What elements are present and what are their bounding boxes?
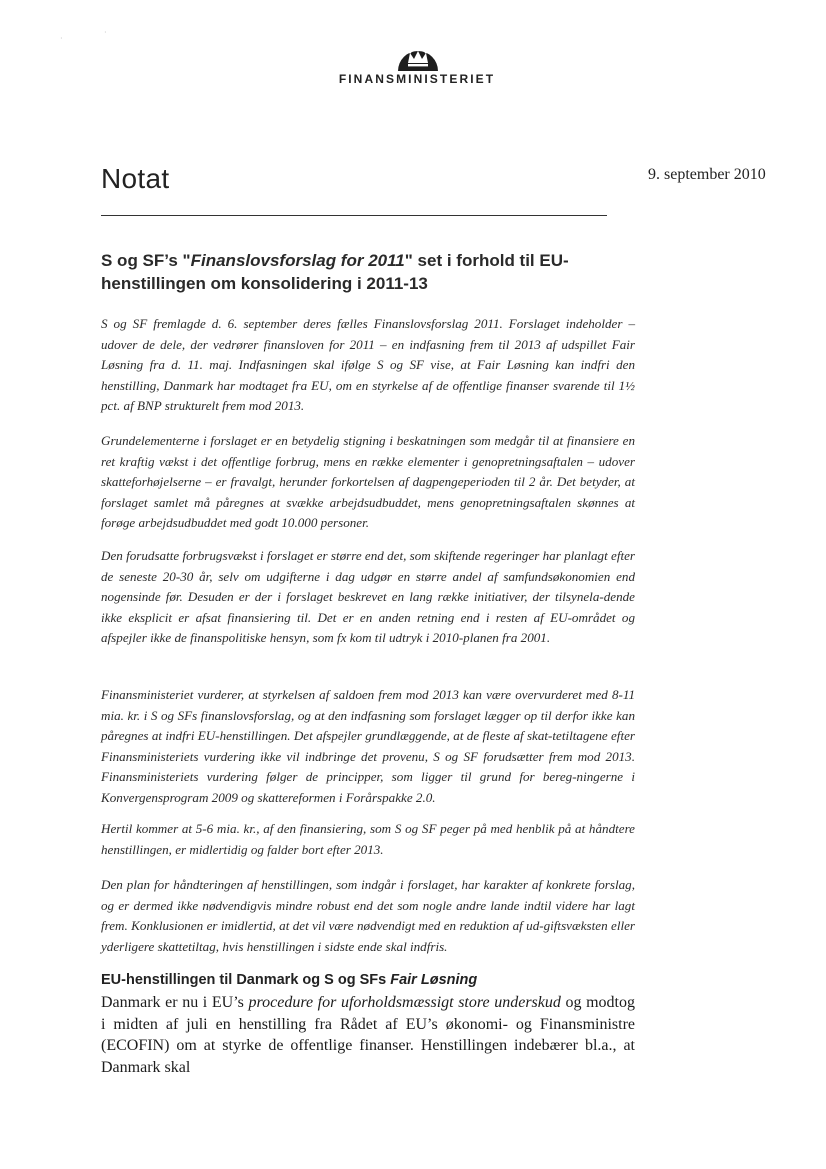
document-title: Notat xyxy=(101,163,170,194)
section-heading-text: EU-henstillingen til Danmark og S og SFs xyxy=(101,972,391,988)
summary-paragraph: Den plan for håndteringen af henstillingen, som indgår i forslaget, har karakter af konkrete forslag, og er dermed ikke nødvendigvis mindre robust end det som nogle andre lande indtil videre har lagt frem. Konklusionen er imidlertid, at det vil være nødvendigt med en reduktion af ud-giftsvæksten eller yderligere skattetiltag, hvis henstillingen i sidste ende skal indfris. xyxy=(101,877,635,954)
document-date: 9. september 2010 xyxy=(648,166,766,183)
body-italic-text: procedure for uforholdsmæssigt store underskud xyxy=(248,994,561,1011)
summary-paragraph: S og SF fremlagde d. 6. september deres fælles Finanslovsforslag 2011. Forslaget indeholder – udover de dele, der vedrører finansloven for 2011 – en indfasning frem til 2013 af udspillet Fair Løsning fra d. 11. maj. Indfasningen skal ifølge S og SF vise, at Fair Løsning kan indfri den henstilling, Danmark har modtaget fra EU, om en styrkelse af de offentlige finanser svarende til 1½ pct. af BNP strukturelt frem mod 2013. xyxy=(101,316,635,414)
heading-text: " set i forhold til EU-henstillingen om konsolidering i 2011-13 xyxy=(101,251,569,293)
section-heading-italic: Fair Løsning xyxy=(390,972,478,988)
body-text: og modtog i midten af juli en henstilling fra Rådet af EU’s økonomi- og Finansministre (ECOFIN) om at styrke de offentlige finanser. Henstillingen indebærer bl.a., at Danmark skal xyxy=(101,994,635,1076)
scan-speck: · xyxy=(60,34,63,43)
summary-paragraph: Grundelementerne i forslaget er en betydelig stigning i beskatningen som medgår til at finansiere en ret kraftig vækst i det offentlige forbrug, mens en række elementer i genopretningsaftalen – udover skatteforhøjelserne – er fravalgt, herunder forkortelsen af dagpengeperioden til 2 år. Det betyder, at forslaget samlet må påregnes at svække arbejdsudbuddet, mens genopretningsaftalen skønnes at forøge arbejdsudbuddet med godt 10.000 personer. xyxy=(101,433,635,531)
summary-paragraph: Hertil kommer at 5-6 mia. kr., af den finansiering, som S og SF peger på med henblik på at håndtere henstillingen, er midlertidig og falder bort efter 2013. xyxy=(101,821,635,857)
crown-icon xyxy=(395,38,441,74)
body-text: Danmark er nu i EU’s xyxy=(101,994,249,1011)
summary-paragraph: Finansministeriet vurderer, at styrkelsen af saldoen frem mod 2013 kan være overvurderet med 8-11 mia. kr. i S og SFs finanslovsforslag, og at den indfasning som forslaget lægger op til derfor ikke kan påregnes at indfri EU-henstillingen. Det afspejler grundlæggende, at de fleste af skat-tetiltagene efter Finansministeriets vurdering ikke vil indbringe det provenu, S og SF forudsætter frem mod 2013. Finansministeriets vurdering følger de principper, som ligger til grund for bereg-ningerne i Konvergensprogram 2009 og skattereformen i Forårspakke 2.0. xyxy=(101,687,635,805)
heading-text: S og SF’s " xyxy=(101,251,191,270)
summary-paragraph: Den forudsatte forbrugsvækst i forslaget er større end det, som skiftende regeringer har planlagt efter de seneste 20-30 år, selv om udgifterne i dag udgør en større andel af samfundsøkonomien end nogensinde før. Desuden er der i forslaget beskrevet en lang række initiativer, der tilsynela-dende ikke eksplicit er afsat finansiering til. Det er en anden retning end i resten af EU-området og afspejler ikke de finanspolitiske hensyn, som fx kom til udtryk i 2010-planen fra 2001. xyxy=(101,548,636,646)
scan-speck: · xyxy=(104,28,107,37)
heading-italic-text: Finanslovsforslag for 2011 xyxy=(190,251,405,270)
title-divider xyxy=(101,215,607,216)
body-paragraph xyxy=(101,992,635,1078)
section-heading xyxy=(101,972,477,988)
letterhead xyxy=(0,38,826,86)
ministry-name: FINANSMINISTERIET xyxy=(338,72,496,86)
memo-heading xyxy=(101,249,661,295)
